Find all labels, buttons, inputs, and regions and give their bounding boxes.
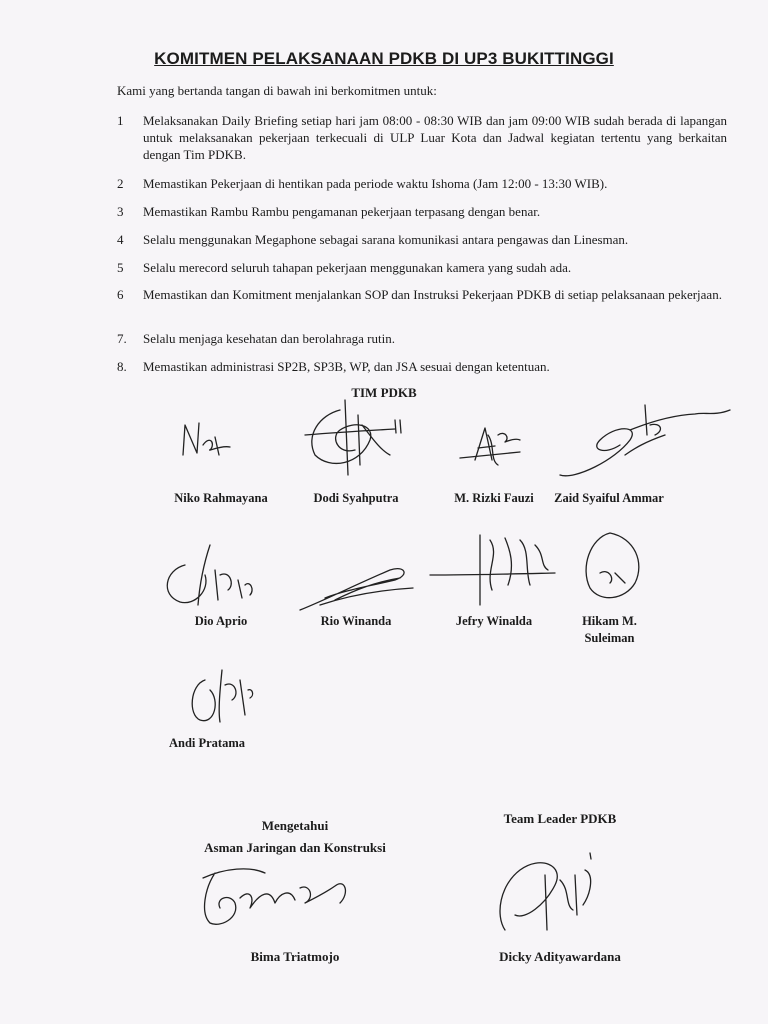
item-text: Selalu menjaga kesehatan dan berolahraga rutin. [143, 331, 395, 346]
member-name: M. Rizki Fauzi [454, 491, 534, 505]
member-name: Dodi Syahputra [313, 491, 399, 505]
item-text: Memastikan Rambu Rambu pengamanan pekerjaan terpasang dengan benar. [143, 204, 541, 219]
item-text: Memastikan administrasi SP2B, SP3B, WP, dan JSA sesuai dengan ketentuan. [143, 359, 550, 374]
signature-jefry [430, 530, 560, 615]
item-number: 8. [117, 359, 127, 374]
commitment-item-7 [117, 330, 727, 347]
approver-label: Mengetahui [261, 818, 329, 833]
leader-position: Team Leader PDKB [503, 811, 617, 826]
item-number: 3 [117, 204, 124, 219]
member-name: Rio Winanda [320, 614, 392, 628]
commitment-item-6 [117, 286, 727, 303]
item-number: 5 [117, 260, 124, 275]
commitment-item-5 [117, 259, 727, 276]
signature-hikam [580, 528, 650, 608]
approver-name: Bima Triatmojo [250, 949, 340, 964]
item-text: Selalu merecord seluruh tahapan pekerjaan menggunakan kamera yang sudah ada. [143, 260, 572, 275]
intro-text: Kami yang bertanda tangan di bawah ini berkomitmen untuk: [117, 83, 437, 98]
signature-rio [295, 560, 420, 615]
item-text: Selalu menggunakan Megaphone sebagai sarana komunikasi antara pengawas dan Linesman. [143, 232, 629, 247]
member-name: Hikam M. Suleiman [582, 614, 637, 645]
item-number: 4 [117, 232, 124, 247]
member-name: Andi Pratama [168, 736, 246, 750]
signature-bima [195, 858, 355, 938]
signature-andi [180, 660, 260, 730]
item-text: Melaksanakan Daily Briefing setiap hari jam 08:00 - 08:30 WIB dan jam 09:00 WIB sudah berada di lapangan untuk melaksanakan pekerjaan terkecuali di ULP Luar Kota dan Jadwal kegiatan tertentu yang berkaitan dengan Tim PDKB. [143, 113, 727, 162]
signature-dodi [300, 395, 420, 485]
item-text: 6 Memastikan dan Komitment menjalankan SOP dan Instruksi Pekerjaan PDKB di setiap pelaksanaan pekerjaan. [117, 287, 722, 302]
item-number: 2 [117, 176, 124, 191]
item-number: 1 [117, 113, 124, 128]
team-heading: TIM PDKB [351, 385, 417, 400]
commitment-item-4 [117, 231, 727, 248]
member-name: Niko Rahmayana [174, 491, 268, 505]
signature-rizki [450, 420, 530, 475]
commitment-item-3 [117, 203, 727, 220]
member-name: Zaid Syaiful Ammar [554, 491, 664, 505]
leader-name: Dicky Adityawardana [499, 949, 621, 964]
commitment-item-1 [117, 112, 727, 163]
signature-zaid [555, 400, 740, 485]
commitment-item-2 [117, 175, 727, 192]
document-title: KOMITMEN PELAKSANAAN PDKB DI UP3 BUKITTINGGI [154, 49, 614, 68]
member-name: Dio Aprio [194, 614, 248, 628]
signature-niko [175, 415, 245, 465]
signature-dicky [485, 845, 620, 940]
approver-position: Asman Jaringan dan Konstruksi [204, 840, 386, 855]
signature-dio [160, 540, 260, 615]
item-number: 7. [117, 331, 127, 346]
item-text: Memastikan Pekerjaan di hentikan pada periode waktu Ishoma (Jam 12:00 - 13:30 WIB). [143, 176, 608, 191]
commitment-item-8 [117, 358, 727, 375]
member-name: Jefry Winalda [455, 614, 533, 628]
